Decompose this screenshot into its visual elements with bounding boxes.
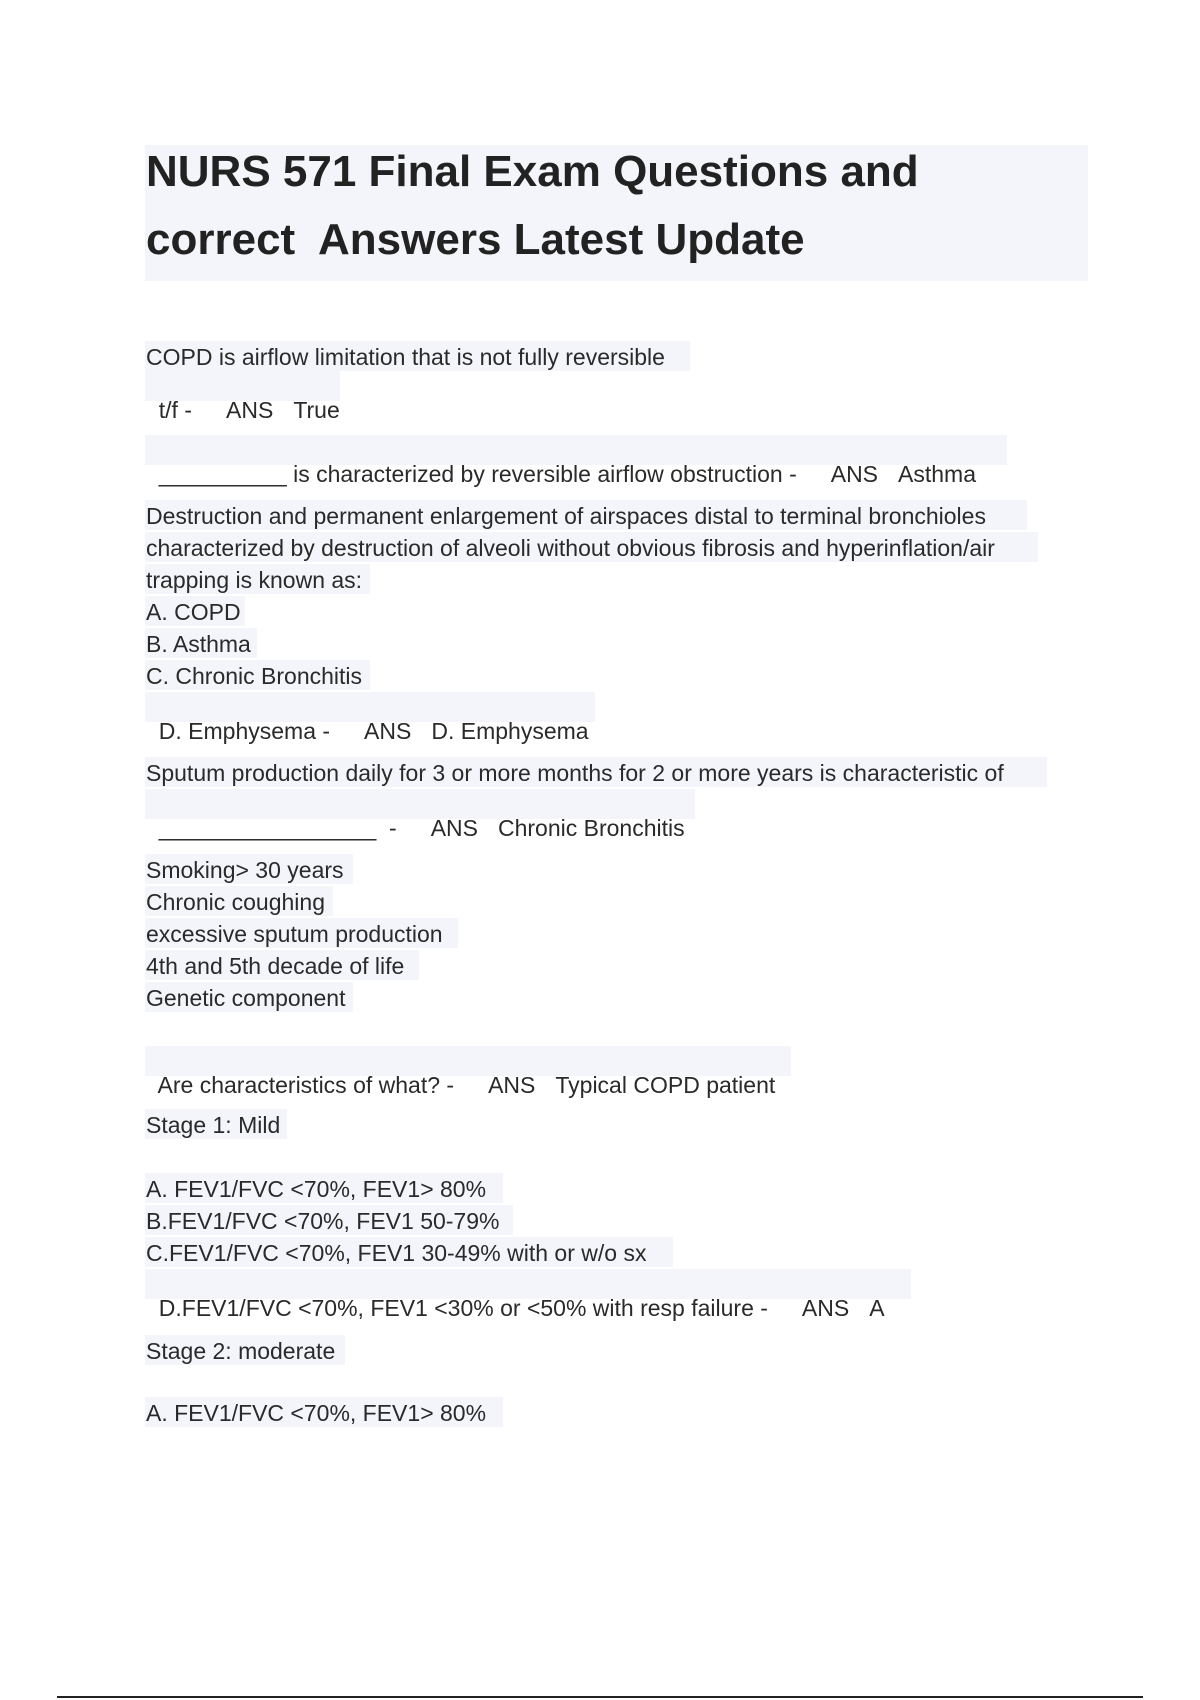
question-line: Stage 2: moderate [146,1338,336,1364]
question-line: Destruction and permanent enlargement of airspaces distal to terminal bronchioles [146,503,986,529]
option-line: A. COPD [146,599,241,625]
page-bottom-rule [57,1696,1143,1698]
answer-text: Chronic Bronchitis [497,815,685,841]
question-line: excessive sputum production [146,921,443,947]
answer-label: ANS [364,718,412,744]
option-line: B. Asthma [146,631,251,657]
question-line: COPD is airflow limitation that is not fully reversible [146,344,665,370]
question-line [146,1051,775,1097]
question-line: Smoking> 30 years [146,857,344,883]
answer-label: ANS [801,1295,850,1321]
answer-text: True [293,397,340,423]
answer-label: ANS [488,1072,536,1098]
answer-label: ANS [830,461,879,487]
question-text: Are characteristics of what? - [157,1072,455,1098]
question-line: Chronic coughing [146,889,326,915]
option-line [146,1274,885,1320]
question-text: D.FEV1/FVC <70%, FEV1 <30% or <50% with resp failure - [158,1295,768,1321]
option-line [146,697,589,743]
question-line: characterized by destruction of alveoli without obvious fibrosis and hyperinflation/air [146,535,995,561]
question-text: _________________ - [158,815,397,841]
question-line: Stage 1: Mild [146,1112,281,1138]
question-line: Sputum production daily for 3 or more months for 2 or more years is characteristic of [146,760,1004,786]
answer-label: ANS [430,815,478,841]
question-line: trapping is known as: [146,567,363,593]
option-line: A. FEV1/FVC <70%, FEV1> 80% [146,1400,487,1426]
option-line: A. FEV1/FVC <70%, FEV1> 80% [146,1176,487,1202]
answer-text: Asthma [898,461,977,487]
question-text: D. Emphysema - [158,718,331,744]
option-line: B.FEV1/FVC <70%, FEV1 50-79% [146,1208,500,1234]
answer-text: Typical COPD patient [555,1072,776,1098]
question-line: Genetic component [146,985,346,1011]
answer-label: ANS [226,397,274,423]
option-line: C.FEV1/FVC <70%, FEV1 30-49% with or w/o sx [146,1240,647,1266]
page-title-line-2: correct Answers Latest Update [146,215,805,264]
option-line: C. Chronic Bronchitis [146,663,363,689]
page-title-line-1: NURS 571 Final Exam Questions and [146,147,919,196]
answer-text: D. Emphysema [431,718,589,744]
question-line [146,376,340,422]
question-line: 4th and 5th decade of life [146,953,405,979]
question-text: t/f - [158,397,193,423]
question-line [146,440,976,486]
question-text: __________ is characterized by reversible airflow obstruction - [158,461,797,487]
question-line [146,794,685,840]
answer-text: A [869,1295,885,1321]
